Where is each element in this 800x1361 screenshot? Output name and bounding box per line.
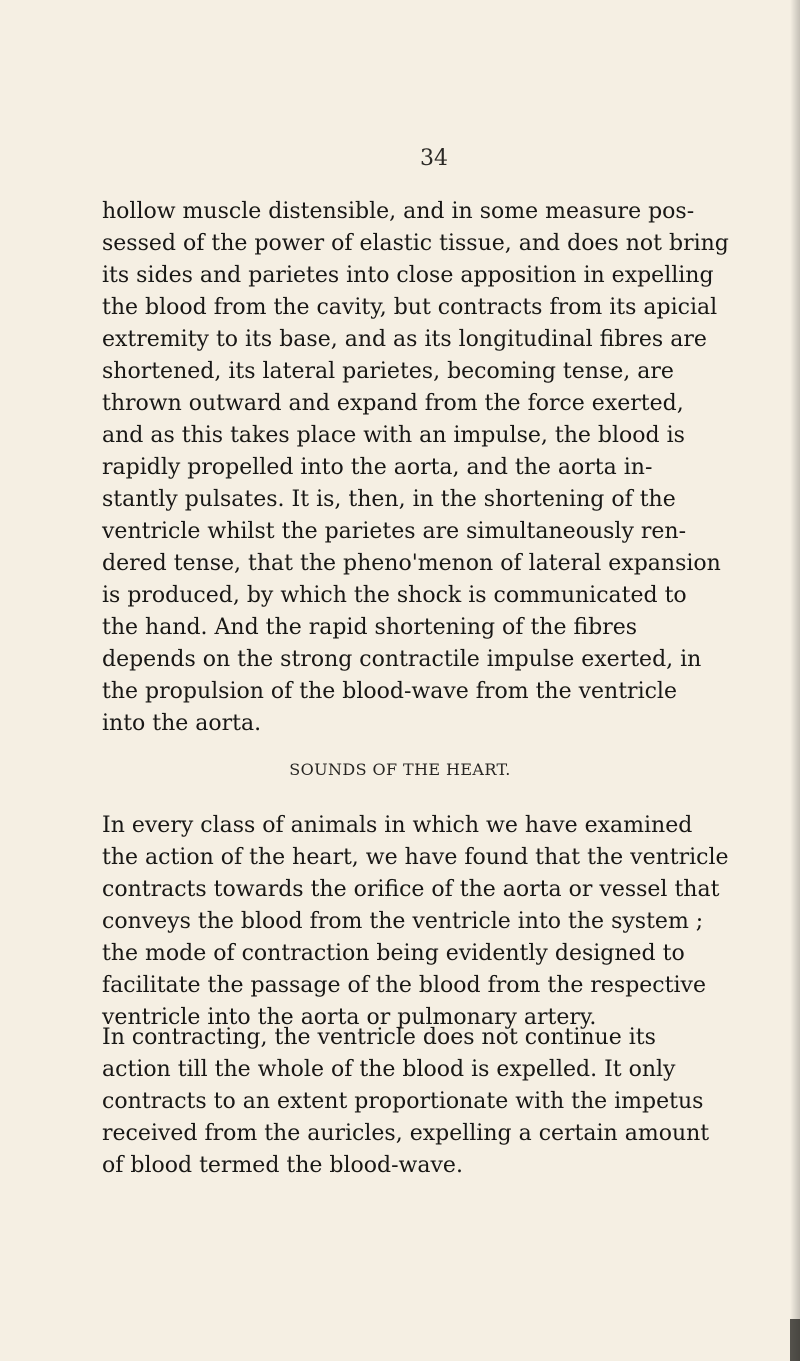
paragraph-blood-wave [102, 1022, 762, 1182]
section-heading: SOUNDS OF THE HEART. [289, 760, 511, 779]
text-line: contracts to an extent proportionate with the impetus [102, 1089, 704, 1114]
text-line: hollow muscle distensible, and in some measure pos- [102, 199, 695, 224]
text-line: facilitate the passage of the blood from the respective [102, 973, 706, 998]
text-line: In contracting, the ventricle does not continue its [102, 1025, 656, 1050]
page-edge-shadow [790, 0, 800, 1361]
text-line: the propulsion of the blood-wave from the ventricle [102, 679, 677, 704]
text-line: is produced, by which the shock is communicated to [102, 583, 687, 608]
text-line: In every class of animals in which we have examined [102, 813, 693, 838]
text-line: the hand. And the rapid shortening of the fibres [102, 615, 638, 640]
text-line: the mode of contraction being evidently designed to [102, 941, 685, 966]
text-line: depends on the strong contractile impulse exerted, in [102, 647, 702, 672]
text-line: rapidly propelled into the aorta, and the aorta in- [102, 455, 653, 480]
text-line: thrown outward and expand from the force exerted, [102, 391, 684, 416]
text-line: ventricle into the aorta or pulmonary artery. [102, 1005, 597, 1030]
text-line: conveys the blood from the ventricle into the system ; [102, 909, 704, 934]
text-line: the blood from the cavity, but contracts from its apicial [102, 295, 718, 320]
text-line: stantly pulsates. It is, then, in the shortening of the [102, 487, 676, 512]
text-line: and as this takes place with an impulse, the blood is [102, 423, 685, 448]
paragraph-ventricle-action [102, 810, 762, 1034]
text-line: extremity to its base, and as its longitudinal fibres are [102, 327, 707, 352]
text-line: shortened, its lateral parietes, becoming tense, are [102, 359, 674, 384]
text-line: its sides and parietes into close apposition in expelling [102, 263, 714, 288]
page-number: 34 [420, 146, 448, 171]
text-line: of blood termed the blood-wave. [102, 1153, 463, 1178]
text-line: sessed of the power of elastic tissue, and does not bring [102, 231, 729, 256]
text-line: into the aorta. [102, 711, 262, 736]
text-line: action till the whole of the blood is expelled. It only [102, 1057, 676, 1082]
text-line: dered tense, that the pheno'menon of lateral expansion [102, 551, 721, 576]
text-line: the action of the heart, we have found that the ventricle [102, 845, 729, 870]
paragraph-heart-contraction [102, 196, 762, 740]
text-line: contracts towards the orifice of the aorta or vessel that [102, 877, 720, 902]
text-line: ventricle whilst the parietes are simultaneously ren- [102, 519, 686, 544]
scan-edge-mark [790, 1319, 800, 1361]
text-line: received from the auricles, expelling a certain amount [102, 1121, 710, 1146]
